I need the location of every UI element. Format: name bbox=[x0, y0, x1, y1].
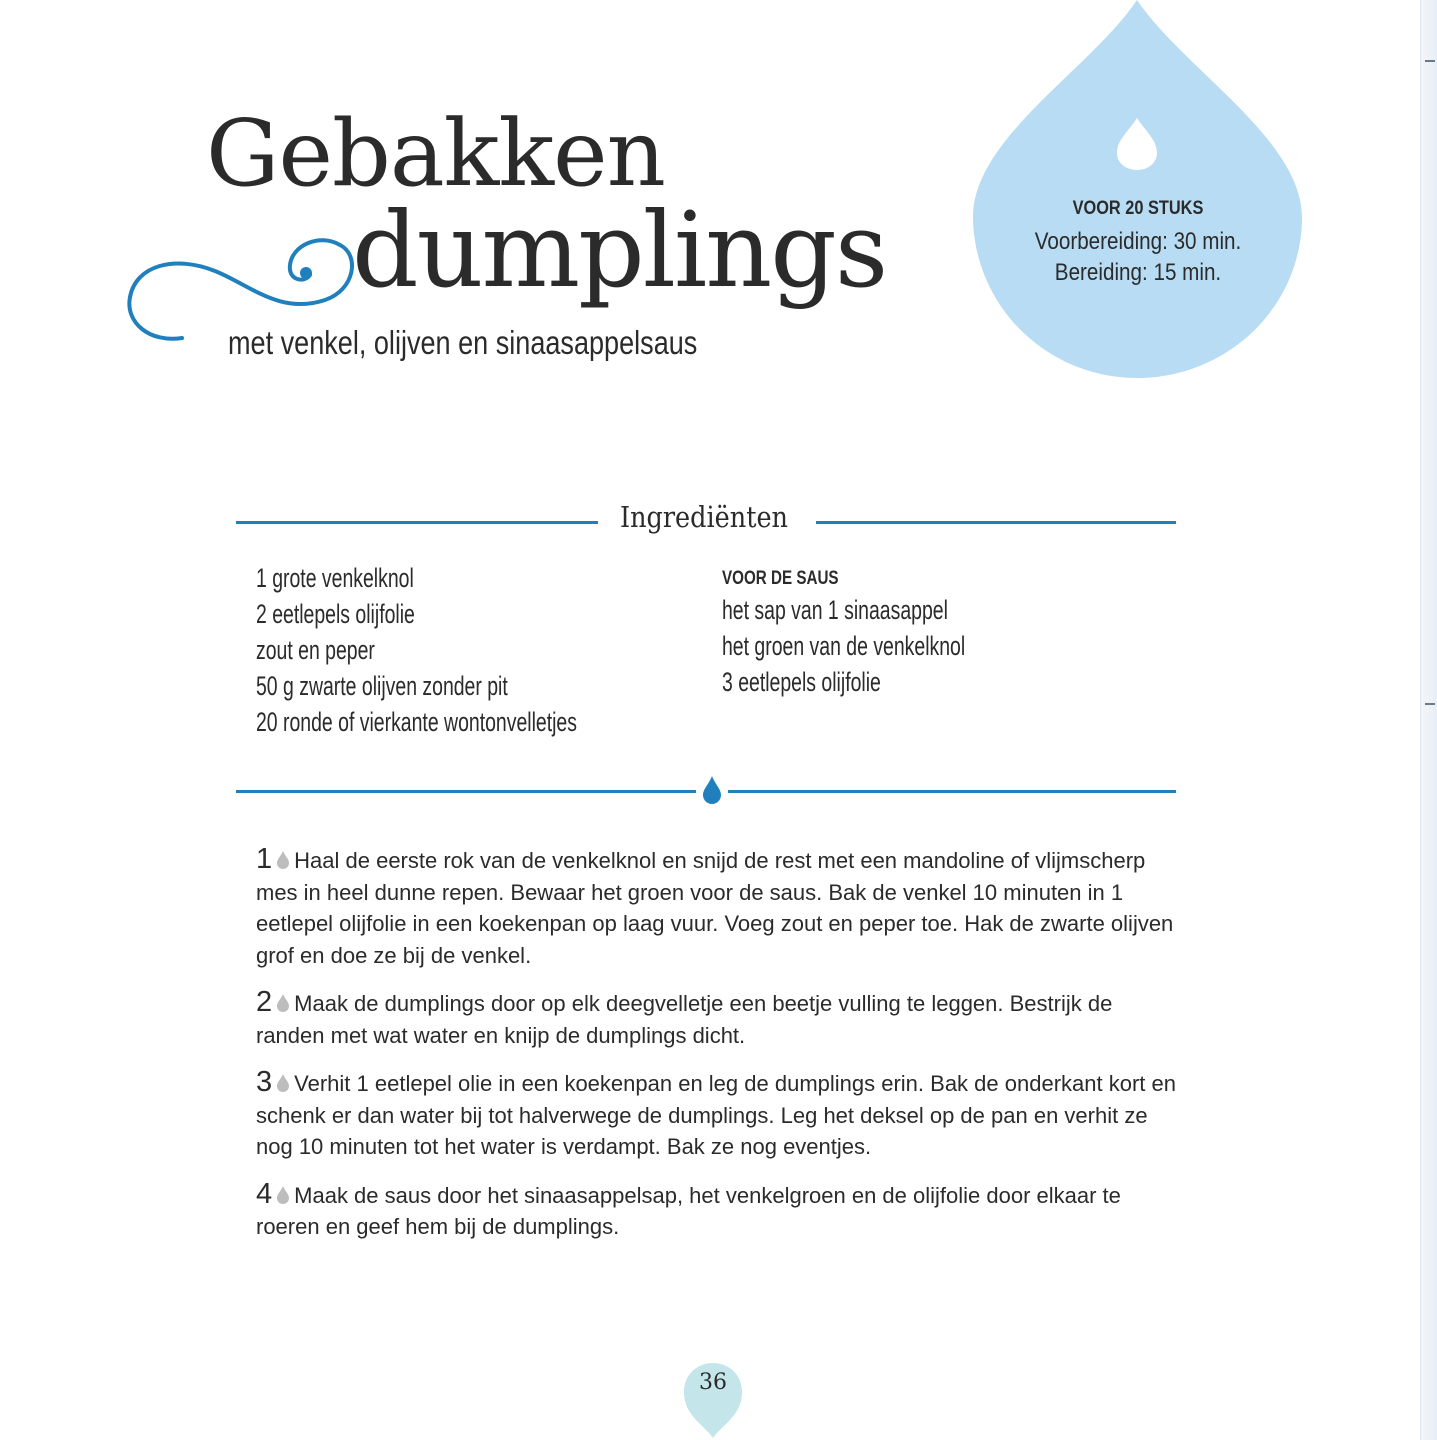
step-text: Haal de eerste rok van de venkelknol en snijd de rest met een mandoline of vlijmscherp mes in heel dunne repen. Bewaar het groen voor de saus. Bak de venkel 10 minuten in 1 eetlepel olijfolie in een koekenpan op laag vuur. Voeg zout en peper toe. Hak de zwarte olijven grof en doe ze bij de venkel. bbox=[256, 848, 1174, 968]
servings-label: VOOR 20 STUKS bbox=[1072, 198, 1204, 219]
recipe-subtitle: met venkel, olijven en sinaasappelsaus bbox=[228, 324, 698, 361]
cook-time: Bereiding: 15 min. bbox=[1054, 259, 1222, 286]
info-panel bbox=[1000, 198, 1276, 288]
info-drop-shape bbox=[970, 0, 1305, 380]
water-drop-icon bbox=[276, 1074, 290, 1092]
ingredients-heading: Ingrediënten bbox=[620, 500, 788, 534]
sauce-heading: VOOR DE SAUS bbox=[722, 568, 839, 589]
step-text: Verhit 1 eetlepel olie in een koekenpan en leg de dumplings erin. Bak de onderkant kort en schenk er dan water bij tot halverwege de dumplings. Leg het deksel op de pan en verhit ze nog 10 minuten tot het water is verdampt. Bak ze nog eventjes. bbox=[256, 1071, 1176, 1159]
section-rule-right bbox=[816, 521, 1176, 524]
ingredients-main-list bbox=[256, 560, 702, 740]
page-edge bbox=[1420, 0, 1437, 1440]
water-drop-icon bbox=[276, 994, 290, 1012]
prep-time: Voorbereiding: 30 min. bbox=[1034, 228, 1242, 255]
step-3 bbox=[256, 1067, 1176, 1163]
page-number: 36 bbox=[699, 1370, 727, 1395]
ingredient-item: 3 eetlepels olijfolie bbox=[722, 667, 881, 697]
recipe-title-line1: Gebakken bbox=[206, 100, 665, 207]
ingredient-item: zout en peper bbox=[256, 635, 375, 665]
water-drop-icon bbox=[702, 776, 722, 804]
step-text: Maak de saus door het sinaasappelsap, het venkelgroen en de olijfolie door elkaar te roeren en geef hem bij de dumplings. bbox=[256, 1182, 1121, 1239]
ingredient-item: het sap van 1 sinaasappel bbox=[722, 595, 948, 625]
page-edge-mark bbox=[1425, 703, 1435, 705]
ingredient-item: 2 eetlepels olijfolie bbox=[256, 599, 415, 629]
step-1 bbox=[256, 844, 1176, 971]
divider-rule-right bbox=[728, 790, 1176, 793]
recipe-title-line2: dumplings bbox=[352, 189, 887, 311]
water-drop-icon bbox=[276, 1186, 290, 1204]
step-text: Maak de dumplings door op elk deegvelletje een beetje vulling te leggen. Bestrijk de randen met wat water en knijp de dumplings dicht. bbox=[256, 991, 1113, 1048]
step-number: 3 bbox=[256, 1066, 273, 1098]
ingredient-item: het groen van de venkelknol bbox=[722, 631, 966, 661]
step-2 bbox=[256, 987, 1176, 1051]
divider-rule-left bbox=[236, 790, 696, 793]
page-edge-mark bbox=[1425, 60, 1435, 62]
water-drop-icon bbox=[276, 851, 290, 869]
section-rule-left bbox=[236, 521, 598, 524]
method-steps bbox=[256, 844, 1176, 1259]
step-4 bbox=[256, 1179, 1176, 1243]
ingredients-sauce-list bbox=[722, 566, 1060, 700]
ingredient-item: 20 ronde of vierkante wontonvelletjes bbox=[256, 707, 577, 737]
step-number: 1 bbox=[256, 843, 273, 875]
step-number: 4 bbox=[256, 1177, 273, 1210]
ingredient-item: 50 g zwarte olijven zonder pit bbox=[256, 671, 508, 701]
ingredient-item: 1 grote venkelknol bbox=[256, 563, 414, 593]
step-number: 2 bbox=[256, 986, 273, 1018]
